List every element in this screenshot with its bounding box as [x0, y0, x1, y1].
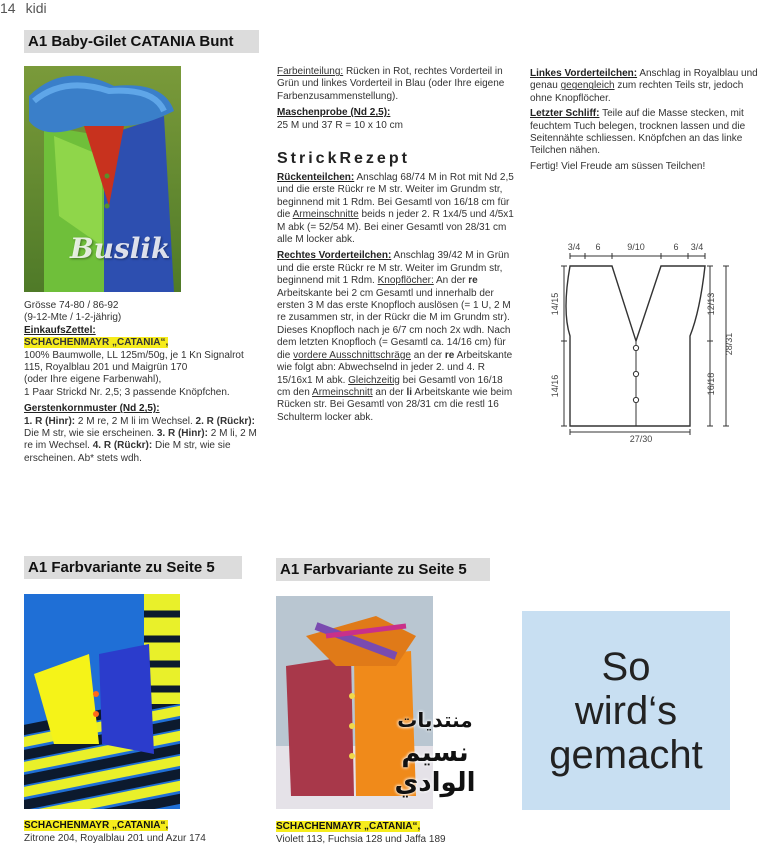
button-mark-3	[633, 397, 638, 402]
variant2-brand: SCHACHENMAYR „CATANIA“,	[276, 821, 421, 832]
vest-schematic-diagram	[540, 236, 750, 451]
variant1-brand: SCHACHENMAYR „CATANIA“,	[24, 820, 169, 831]
variant2-caption	[276, 820, 516, 846]
gegengleich: gegengleich	[560, 80, 615, 92]
linkes-label: Linkes Vorderteilchen:	[530, 68, 638, 79]
fertig-text: Fertig! Viel Freude am süssen Teilchen!	[530, 160, 706, 172]
einkauf-header: EinkaufsZettel:	[24, 324, 96, 336]
rechtes-text-b: An der	[436, 275, 466, 287]
dim-top-1: 3/4	[567, 242, 581, 252]
main-title: A1 Baby-Gilet CATANIA Bunt	[24, 30, 259, 53]
page-number: 14	[0, 0, 16, 16]
ruecken-text-a: Anschlag 68/74 M in Rot mit Nd 2,5 und die erste Rückr re M str. Weiter im Grundm str, beginnend mit 1 Rdm. Bei Gesamtl von 16/18 cm für die	[277, 172, 514, 221]
rechtes-text-g: an der	[375, 386, 404, 398]
dim-left-lower: 14/16	[550, 374, 560, 398]
button-mark-1	[633, 345, 638, 350]
variant2-title: A1 Farbvariante zu Seite 5	[276, 558, 490, 581]
so-wirds-line-1: So	[601, 644, 651, 689]
variant1-caption	[24, 819, 264, 845]
li-word: li	[406, 386, 413, 398]
rechtes-text-c: Arbeitskante bei 2 cm Gesamtl und innerhalb der ersten 3 M das erste Knopfloch auslösen (= 1 U, 2 M re zusammen str, in der Rückr die M im Grundm str). Dieses Knopfloch nach je 6/7 cm noch 2x wdh. Nach dem letzten Knopfloch (= Gesamtl ca. 14/16 cm) für die	[277, 287, 511, 361]
rechtes-text-h: Arbeitskante wie beim Rücken str. Bei Gesamtl von 28/31 cm die restl 16 Schulterm locker abk.	[277, 386, 513, 423]
magazine-name: kidi	[25, 0, 47, 16]
rechtes-text-a: Anschlag 39/42 M in Grün und die erste Rückr re M str. Weiter im Grundm str, beginnend mit 1 Rdm.	[277, 250, 510, 287]
row4-label: 4. R (Rückr):	[92, 440, 153, 452]
ruecken-label: Rückenteilchen:	[277, 172, 355, 183]
row1-label: 1. R (Hinr):	[24, 415, 76, 427]
variant1-title: A1 Farbvariante zu Seite 5	[24, 556, 242, 579]
maschen-text: 25 M und 37 R = 10 x 10 cm	[277, 119, 403, 131]
needles-text: 1 Paar Strickd Nr. 2,5; 3 passende Knöpfchen.	[24, 386, 230, 398]
age-text: (9-12-Mte / 1-2-jährig)	[24, 312, 122, 324]
row1-text: 2 M re, 2 M li im Wechsel.	[77, 415, 193, 427]
maschen-header: Maschenprobe (Nd 2,5):	[277, 107, 391, 119]
left-column	[24, 300, 264, 471]
dim-top-3: 9/10	[627, 242, 645, 252]
schliff-text: Teile auf die Masse stecken, mit feuchtem Tuch belegen, trocknen lassen und die Seitennähte schliessen. Knöpfchen an das linke Teilchen nähen.	[530, 108, 746, 157]
row2-text: Die M str, wie sie erscheinen.	[24, 428, 155, 440]
dim-right-lower: 16/18	[706, 372, 716, 396]
middle-column	[277, 66, 515, 132]
button-mark-2	[633, 371, 638, 376]
rechtes-text-e: Arbeitskante wie folgt abn: Abwechselnd in jeder 2. und 4. R 15/16x1 M abk.	[277, 349, 513, 386]
re-word-2: re	[444, 349, 455, 361]
row4-text: Die M str, wie sie erscheinen. Ab* stets wdh.	[24, 440, 231, 464]
row2-label: 2. R (Rückr):	[195, 415, 255, 427]
material-text-2: (oder Ihre eigene Farbenwahl),	[24, 374, 162, 386]
material-text: 100% Baumwolle, LL 125m/50g, je 1 Kn Signalrot 115, Royalblau 201 und Maigrün 170	[24, 349, 244, 374]
re-word: re	[468, 275, 478, 287]
arm-link: Armeinschnitt	[312, 386, 373, 398]
pattern-header: Gerstenkornmuster (Nd 2,5):	[24, 403, 160, 415]
schliff-label: Letzter Schliff:	[530, 108, 600, 120]
dim-left-upper: 14/15	[550, 292, 560, 316]
ruecken-text-b: beids n jeder 2. R 1x4/5 und 4/5x1 M abk (= 52/54 M). Bei einer Gesamtl von 28/31 cm alle M locker abk.	[277, 209, 514, 246]
so-wirds-line-3: gemacht	[549, 732, 703, 777]
right-column	[530, 68, 766, 179]
gleichzeitig: Gleichzeitig	[348, 374, 400, 386]
dim-top-5: 3/4	[690, 242, 704, 252]
rechtes-label: Rechtes Vorderteilchen:	[277, 250, 392, 262]
so-wirds-gemacht-box	[522, 611, 730, 810]
arabic-line-2: نسيم الوادي	[394, 738, 476, 798]
dim-top-2: 6	[595, 242, 601, 252]
dim-right-total: 28/31	[724, 332, 734, 356]
middle-column-instructions	[277, 172, 515, 430]
ruecken-link: Armeinschnitte	[292, 209, 359, 221]
rechtes-text-d: an der	[413, 349, 443, 361]
arabic-line-1: منتديات	[397, 708, 473, 732]
rechtes-text-f: bei Gesamtl von 16/18 cm den	[277, 374, 503, 398]
page-header	[0, 0, 57, 16]
vordere-link: vordere Ausschnittschräge	[293, 349, 411, 361]
so-wirds-line-2: wird‘s	[574, 688, 678, 733]
row3-label: 3. R (Hinr):	[156, 428, 208, 440]
knopf-label: Knopflöcher:	[377, 275, 434, 287]
arabic-watermark	[370, 708, 500, 798]
farb-label: Farbeinteilung:	[277, 66, 344, 77]
dim-top-4: 6	[673, 242, 679, 252]
variant1-colors: Zitrone 204, Royalblau 201 und Azur 174	[24, 833, 206, 844]
row3-text: 2 M li, 2 M re im Wechsel.	[24, 428, 257, 452]
strick-rezept-title: StrickRezept	[277, 150, 410, 167]
farb-text: Rücken in Rot, rechtes Vorderteil in Grün und linkes Vorderteil in Blau (oder Ihre eigene Farbenzusammenstellung).	[277, 66, 505, 102]
variant1-photo	[24, 594, 180, 809]
linkes-text-b: zum rechten Teils str, jedoch ohne Knopflöcher.	[530, 80, 744, 104]
dim-bottom: 27/30	[629, 434, 653, 444]
buslik-watermark: Buslik	[70, 232, 171, 265]
linkes-text-a: Anschlag in Royalblau und genau	[530, 68, 758, 92]
brand-name: SCHACHENMAYR „CATANIA“,	[24, 337, 169, 349]
dim-right-upper: 12/13	[706, 292, 716, 316]
variant2-colors: Violett 113, Fuchsia 128 und Jaffa 189	[276, 834, 446, 845]
size-text: Grösse 74-80 / 86-92	[24, 300, 119, 311]
